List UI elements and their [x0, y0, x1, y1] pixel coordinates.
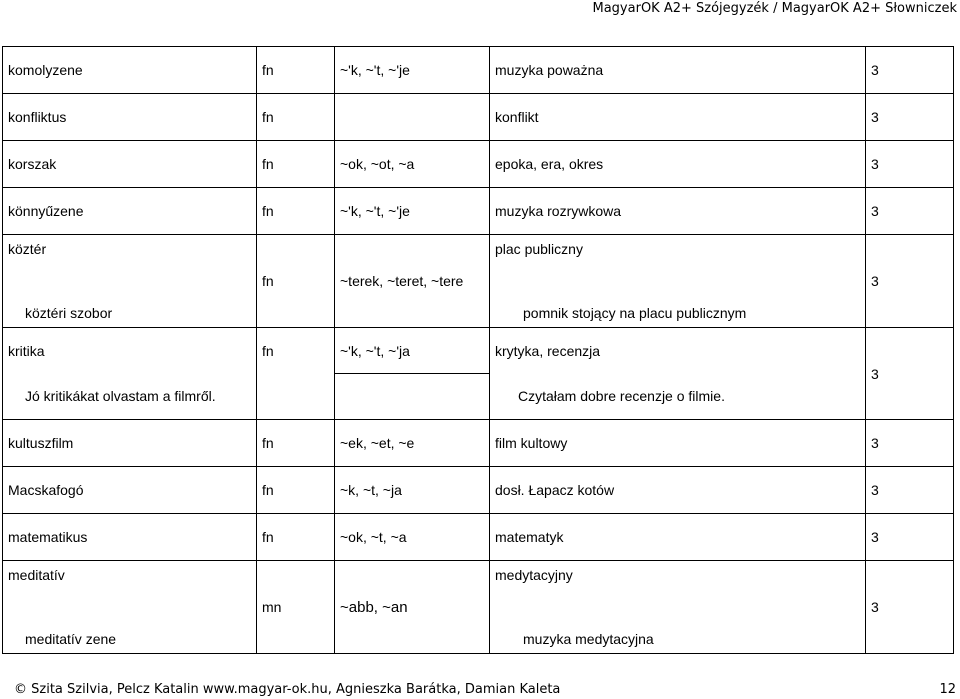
forms-cell: ~'k, ~'t, ~'ja: [335, 328, 490, 374]
word-cell: Macskafogó: [3, 467, 257, 514]
level-cell: 3: [866, 328, 954, 420]
forms-cell: ~ek, ~et, ~e: [335, 420, 490, 467]
pos-cell: fn: [257, 94, 335, 141]
pos-cell: fn: [257, 47, 335, 94]
translation-cell: krytyka, recenzja: [490, 328, 866, 374]
forms-cell: ~ok, ~ot, ~a: [335, 141, 490, 188]
table-row: [3, 467, 954, 514]
level-cell: 3: [866, 141, 954, 188]
pos-cell: fn: [257, 328, 335, 374]
word-cell: matematikus: [3, 514, 257, 561]
level-cell: 3: [866, 467, 954, 514]
level-cell: 3: [866, 514, 954, 561]
table-row: [3, 561, 954, 654]
table-row: [3, 420, 954, 467]
empty-cell: [335, 374, 490, 420]
level-cell: 3: [866, 420, 954, 467]
forms-cell: [335, 94, 490, 141]
table-row: [3, 141, 954, 188]
translation: medytacyjny: [495, 567, 573, 583]
level-cell: 3: [866, 235, 954, 328]
table-row: [3, 47, 954, 94]
empty-cell: [257, 374, 335, 420]
translation-cell: matematyk: [490, 514, 866, 561]
word-cell: könnyűzene: [3, 188, 257, 235]
pos-cell: fn: [257, 235, 335, 328]
translation-cell: muzyka rozrywkowa: [490, 188, 866, 235]
translation: plac publiczny: [495, 241, 583, 257]
sub-translation: pomnik stojący na placu publicznym: [523, 305, 747, 321]
word: köztér: [8, 241, 47, 257]
forms-cell: ~k, ~t, ~ja: [335, 467, 490, 514]
word-cell: kritika: [3, 328, 257, 374]
word-cell: korszak: [3, 141, 257, 188]
level-cell: 3: [866, 561, 954, 654]
forms-cell: ~'k, ~'t, ~'je: [335, 188, 490, 235]
forms-cell: ~'k, ~'t, ~'je: [335, 47, 490, 94]
word-cell: kultuszfilm: [3, 420, 257, 467]
vocabulary-table: [2, 46, 954, 654]
pos-cell: fn: [257, 188, 335, 235]
page-footer: [0, 680, 960, 699]
level-cell: 3: [866, 94, 954, 141]
pos-cell: fn: [257, 141, 335, 188]
table-row: [3, 235, 954, 328]
forms-cell: ~ok, ~t, ~a: [335, 514, 490, 561]
word-cell: [3, 235, 257, 328]
page-number: 12: [939, 682, 956, 697]
table-row: [3, 514, 954, 561]
level-cell: 3: [866, 188, 954, 235]
example-translation-cell: Czytałam dobre recenzje o filmie.: [490, 374, 866, 420]
word-cell: komolyzene: [3, 47, 257, 94]
word-cell: konfliktus: [3, 94, 257, 141]
page-header: MagyarOK A2+ Szójegyzék / MagyarOK A2+ Słowniczek: [592, 1, 957, 16]
translation-cell: dosł. Łapacz kotów: [490, 467, 866, 514]
table-row: [3, 374, 954, 420]
pos-cell: fn: [257, 420, 335, 467]
translation-cell: [490, 561, 866, 654]
word-cell: [3, 561, 257, 654]
translation-cell: muzyka poważna: [490, 47, 866, 94]
translation-cell: konflikt: [490, 94, 866, 141]
translation-cell: [490, 235, 866, 328]
sub-word: köztéri szobor: [25, 305, 113, 321]
level-cell: 3: [866, 47, 954, 94]
table-row: [3, 94, 954, 141]
sub-word: meditatív zene: [25, 631, 117, 647]
table-row: [3, 188, 954, 235]
example-cell: Jó kritikákat olvastam a filmről.: [3, 374, 257, 420]
footer-credit: © Szita Szilvia, Pelcz Katalin www.magyar-ok.hu, Agnieszka Barátka, Damian Kaleta: [14, 682, 561, 697]
pos-cell: fn: [257, 514, 335, 561]
pos-cell: fn: [257, 467, 335, 514]
forms-cell: ~abb, ~an: [335, 561, 490, 654]
sub-translation: muzyka medytacyjna: [523, 631, 654, 647]
translation-cell: film kultowy: [490, 420, 866, 467]
table-row: [3, 328, 954, 374]
forms-cell: ~terek, ~teret, ~tere: [335, 235, 490, 328]
pos-cell: mn: [257, 561, 335, 654]
translation-cell: epoka, era, okres: [490, 141, 866, 188]
word: meditatív: [8, 567, 65, 583]
